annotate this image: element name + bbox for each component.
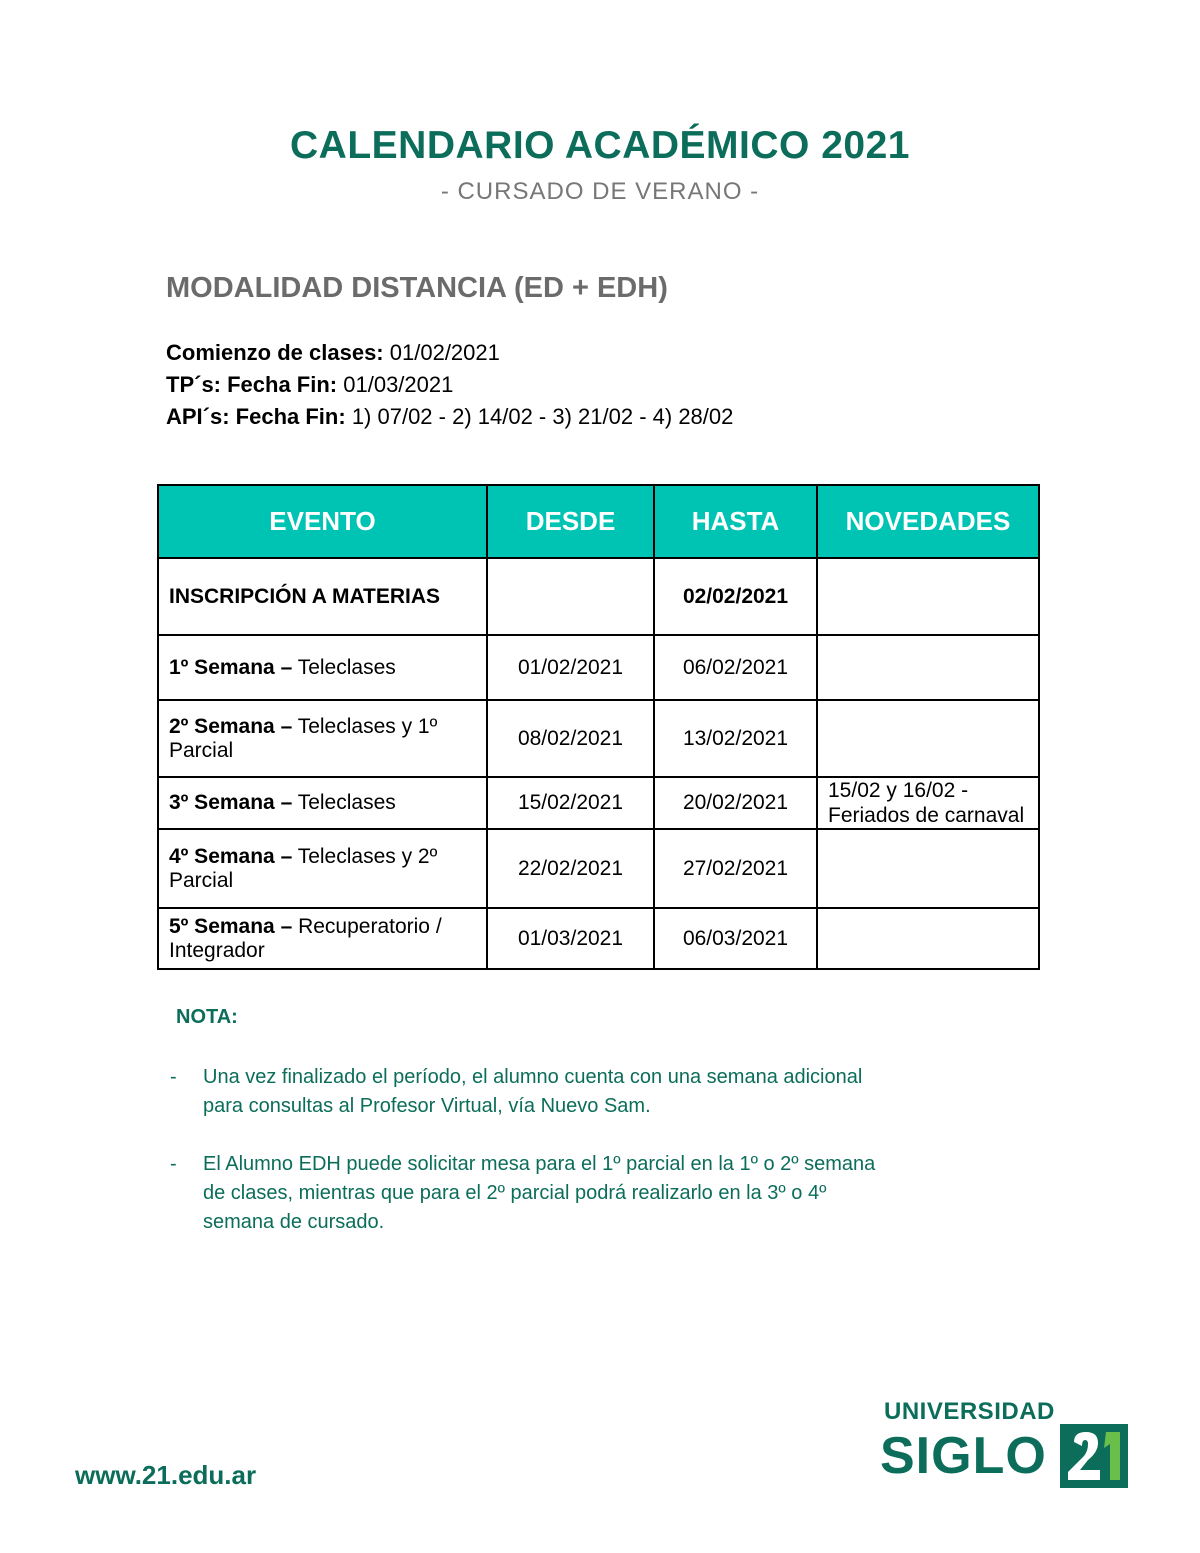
nota-text: El Alumno EDH puede solicitar mesa para el 1º parcial en la 1º o 2º semana de clases, mientras que para el 2º parcial podrá realizarlo en la 3º o 4º semana de cursado.	[203, 1153, 876, 1233]
header-desde: DESDE	[487, 485, 654, 558]
cell-novedades: 15/02 y 16/02 - Feriados de carnaval	[817, 777, 1039, 829]
nota-dash: -	[170, 1066, 177, 1088]
cell-desde	[487, 558, 654, 635]
cell-novedades	[817, 908, 1039, 969]
cell-desde: 01/02/2021	[487, 635, 654, 700]
cell-evento	[158, 777, 487, 829]
page-title: CALENDARIO ACADÉMICO 2021	[290, 124, 910, 167]
cell-desde: 22/02/2021	[487, 829, 654, 908]
evento-rest: Teleclases	[292, 791, 396, 815]
cell-evento	[158, 558, 487, 635]
header-evento: EVENTO	[158, 485, 487, 558]
evento-bold: 2º Semana –	[169, 714, 293, 738]
website-link[interactable]: www.21.edu.ar	[75, 1460, 257, 1490]
table-row	[158, 558, 1039, 635]
evento-bold: INSCRIPCIÓN A MATERIAS	[169, 584, 441, 608]
info-tps-value: 01/03/2021	[343, 372, 454, 397]
evento-bold: 4º Semana –	[169, 844, 293, 868]
cell-novedades	[817, 829, 1039, 908]
nota-item	[170, 1063, 903, 1121]
header-hasta: HASTA	[654, 485, 817, 558]
header-novedades: NOVEDADES	[817, 485, 1039, 558]
cell-novedades	[817, 635, 1039, 700]
evento-rest: Teleclases y 2º Parcial	[169, 844, 438, 892]
cell-desde: 08/02/2021	[487, 700, 654, 777]
info-apis-label: API´s: Fecha Fin:	[166, 404, 346, 429]
info-apis	[166, 404, 733, 430]
nota-title: NOTA:	[176, 1006, 238, 1028]
info-comienzo	[166, 340, 500, 366]
cell-desde: 15/02/2021	[487, 777, 654, 829]
info-apis-value: 1) 07/02 - 2) 14/02 - 3) 21/02 - 4) 28/02	[351, 404, 734, 429]
info-comienzo-value: 01/02/2021	[389, 340, 500, 365]
evento-rest: Recuperatorio / Integrador	[169, 914, 442, 962]
info-tps	[166, 372, 453, 398]
cell-hasta: 02/02/2021	[654, 558, 817, 635]
table-row	[158, 700, 1039, 777]
cell-desde: 01/03/2021	[487, 908, 654, 969]
cell-hasta: 06/03/2021	[654, 908, 817, 969]
logo-universidad-text: UNIVERSIDAD	[884, 1398, 1055, 1425]
nota-text: Una vez finalizado el período, el alumno cuenta con una semana adicional para consultas al Profesor Virtual, vía Nuevo Sam.	[203, 1066, 863, 1117]
cell-evento	[158, 908, 487, 969]
cell-hasta: 27/02/2021	[654, 829, 817, 908]
cell-hasta: 06/02/2021	[654, 635, 817, 700]
nota-item	[170, 1150, 903, 1237]
cell-novedades	[817, 558, 1039, 635]
cell-evento	[158, 635, 487, 700]
info-tps-label: TP´s: Fecha Fin:	[166, 372, 338, 397]
evento-rest: Teleclases y 1º Parcial	[169, 714, 438, 762]
evento-bold: 5º Semana –	[169, 914, 293, 938]
logo-21-badge-icon	[1060, 1424, 1128, 1488]
siglo21-logo	[880, 1398, 1130, 1493]
modalidad-heading: MODALIDAD DISTANCIA (ED + EDH)	[166, 272, 668, 304]
evento-rest: Teleclases	[292, 655, 396, 679]
cell-hasta: 20/02/2021	[654, 777, 817, 829]
table-row	[158, 635, 1039, 700]
cell-evento	[158, 700, 487, 777]
table-row	[158, 777, 1039, 829]
nota-dash: -	[170, 1153, 177, 1175]
cell-hasta: 13/02/2021	[654, 700, 817, 777]
info-comienzo-label: Comienzo de clases:	[166, 340, 384, 365]
table-row	[158, 829, 1039, 908]
page-subtitle: - CURSADO DE VERANO -	[440, 178, 760, 205]
calendar-table	[157, 484, 1040, 970]
cell-novedades	[817, 700, 1039, 777]
table-row	[158, 908, 1039, 969]
logo-siglo-text: SIGLO	[880, 1427, 1047, 1485]
cell-evento	[158, 829, 487, 908]
evento-bold: 1º Semana –	[169, 655, 293, 679]
table-header-row	[158, 485, 1039, 558]
evento-bold: 3º Semana –	[169, 791, 293, 815]
